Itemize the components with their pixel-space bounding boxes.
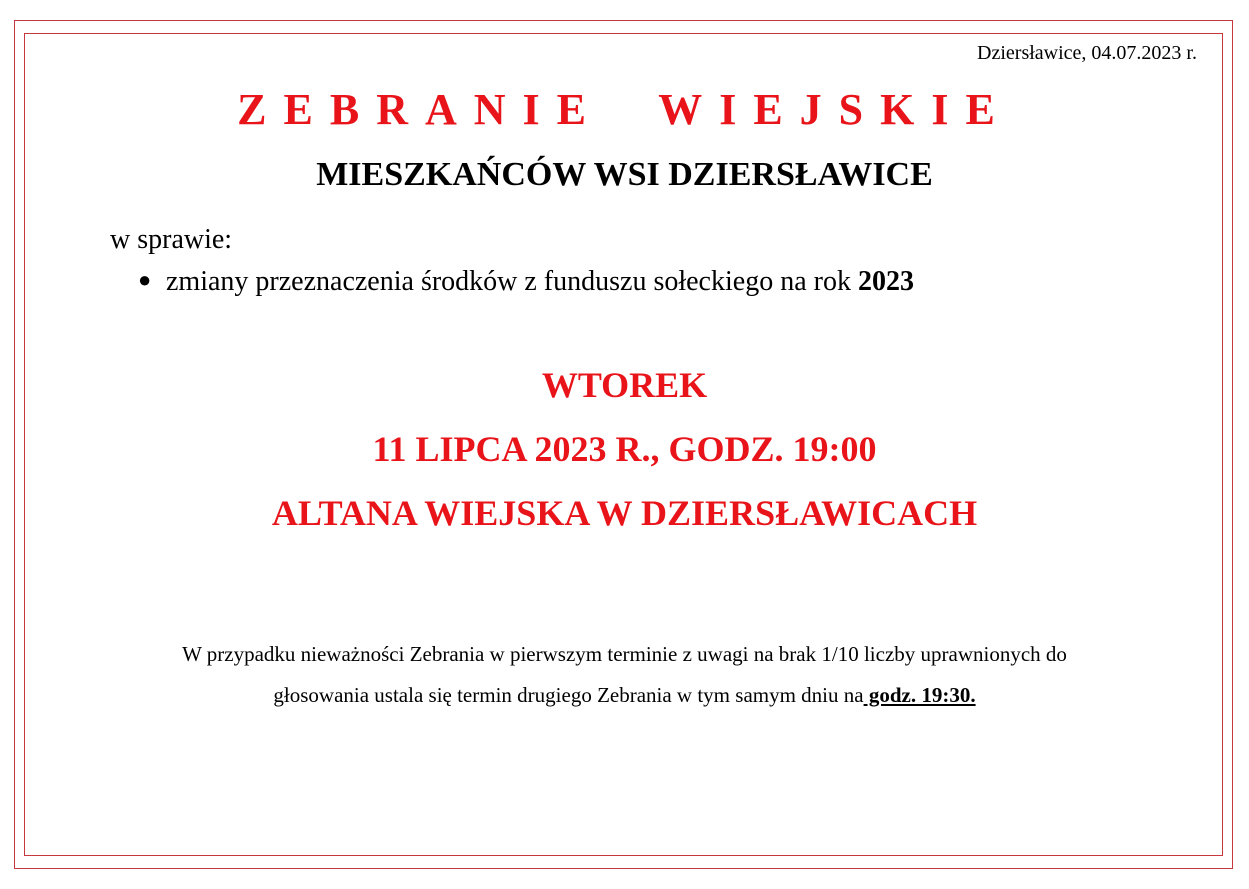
announcement-subtitle: MIESZKAŃCÓW WSI DZIERSŁAWICE xyxy=(316,156,933,193)
notice-line-2-text: głosowania ustala się termin drugiego Zebrania w tym samym dniu na xyxy=(273,683,864,707)
meeting-location: ALTANA WIEJSKA W DZIERSŁAWICACH xyxy=(271,493,978,533)
meeting-datetime: 11 LIPCA 2023 R., GODZ. 19:00 xyxy=(372,429,877,469)
notice-line-1: W przypadku nieważności Zebrania w pierwszym terminie z uwagi na brak 1/10 liczby uprawnionych do xyxy=(182,642,1067,666)
announcement-title: ZEBRANIE WIEJSKIE xyxy=(237,85,1012,134)
place-date: Dziersławice, 04.07.2023 r. xyxy=(977,42,1197,64)
agenda-item xyxy=(138,266,914,298)
meeting-day: WTOREK xyxy=(541,365,708,405)
bullet-icon: ● xyxy=(138,267,152,292)
agenda-intro: w sprawie: xyxy=(110,224,233,255)
agenda-item-year: 2023 xyxy=(857,266,914,297)
second-meeting-time: godz. 19:30. xyxy=(863,683,976,707)
agenda-item-text: zmiany przeznaczenia środków z funduszu sołeckiego na rok xyxy=(166,266,858,297)
notice-line-2 xyxy=(0,683,1249,708)
